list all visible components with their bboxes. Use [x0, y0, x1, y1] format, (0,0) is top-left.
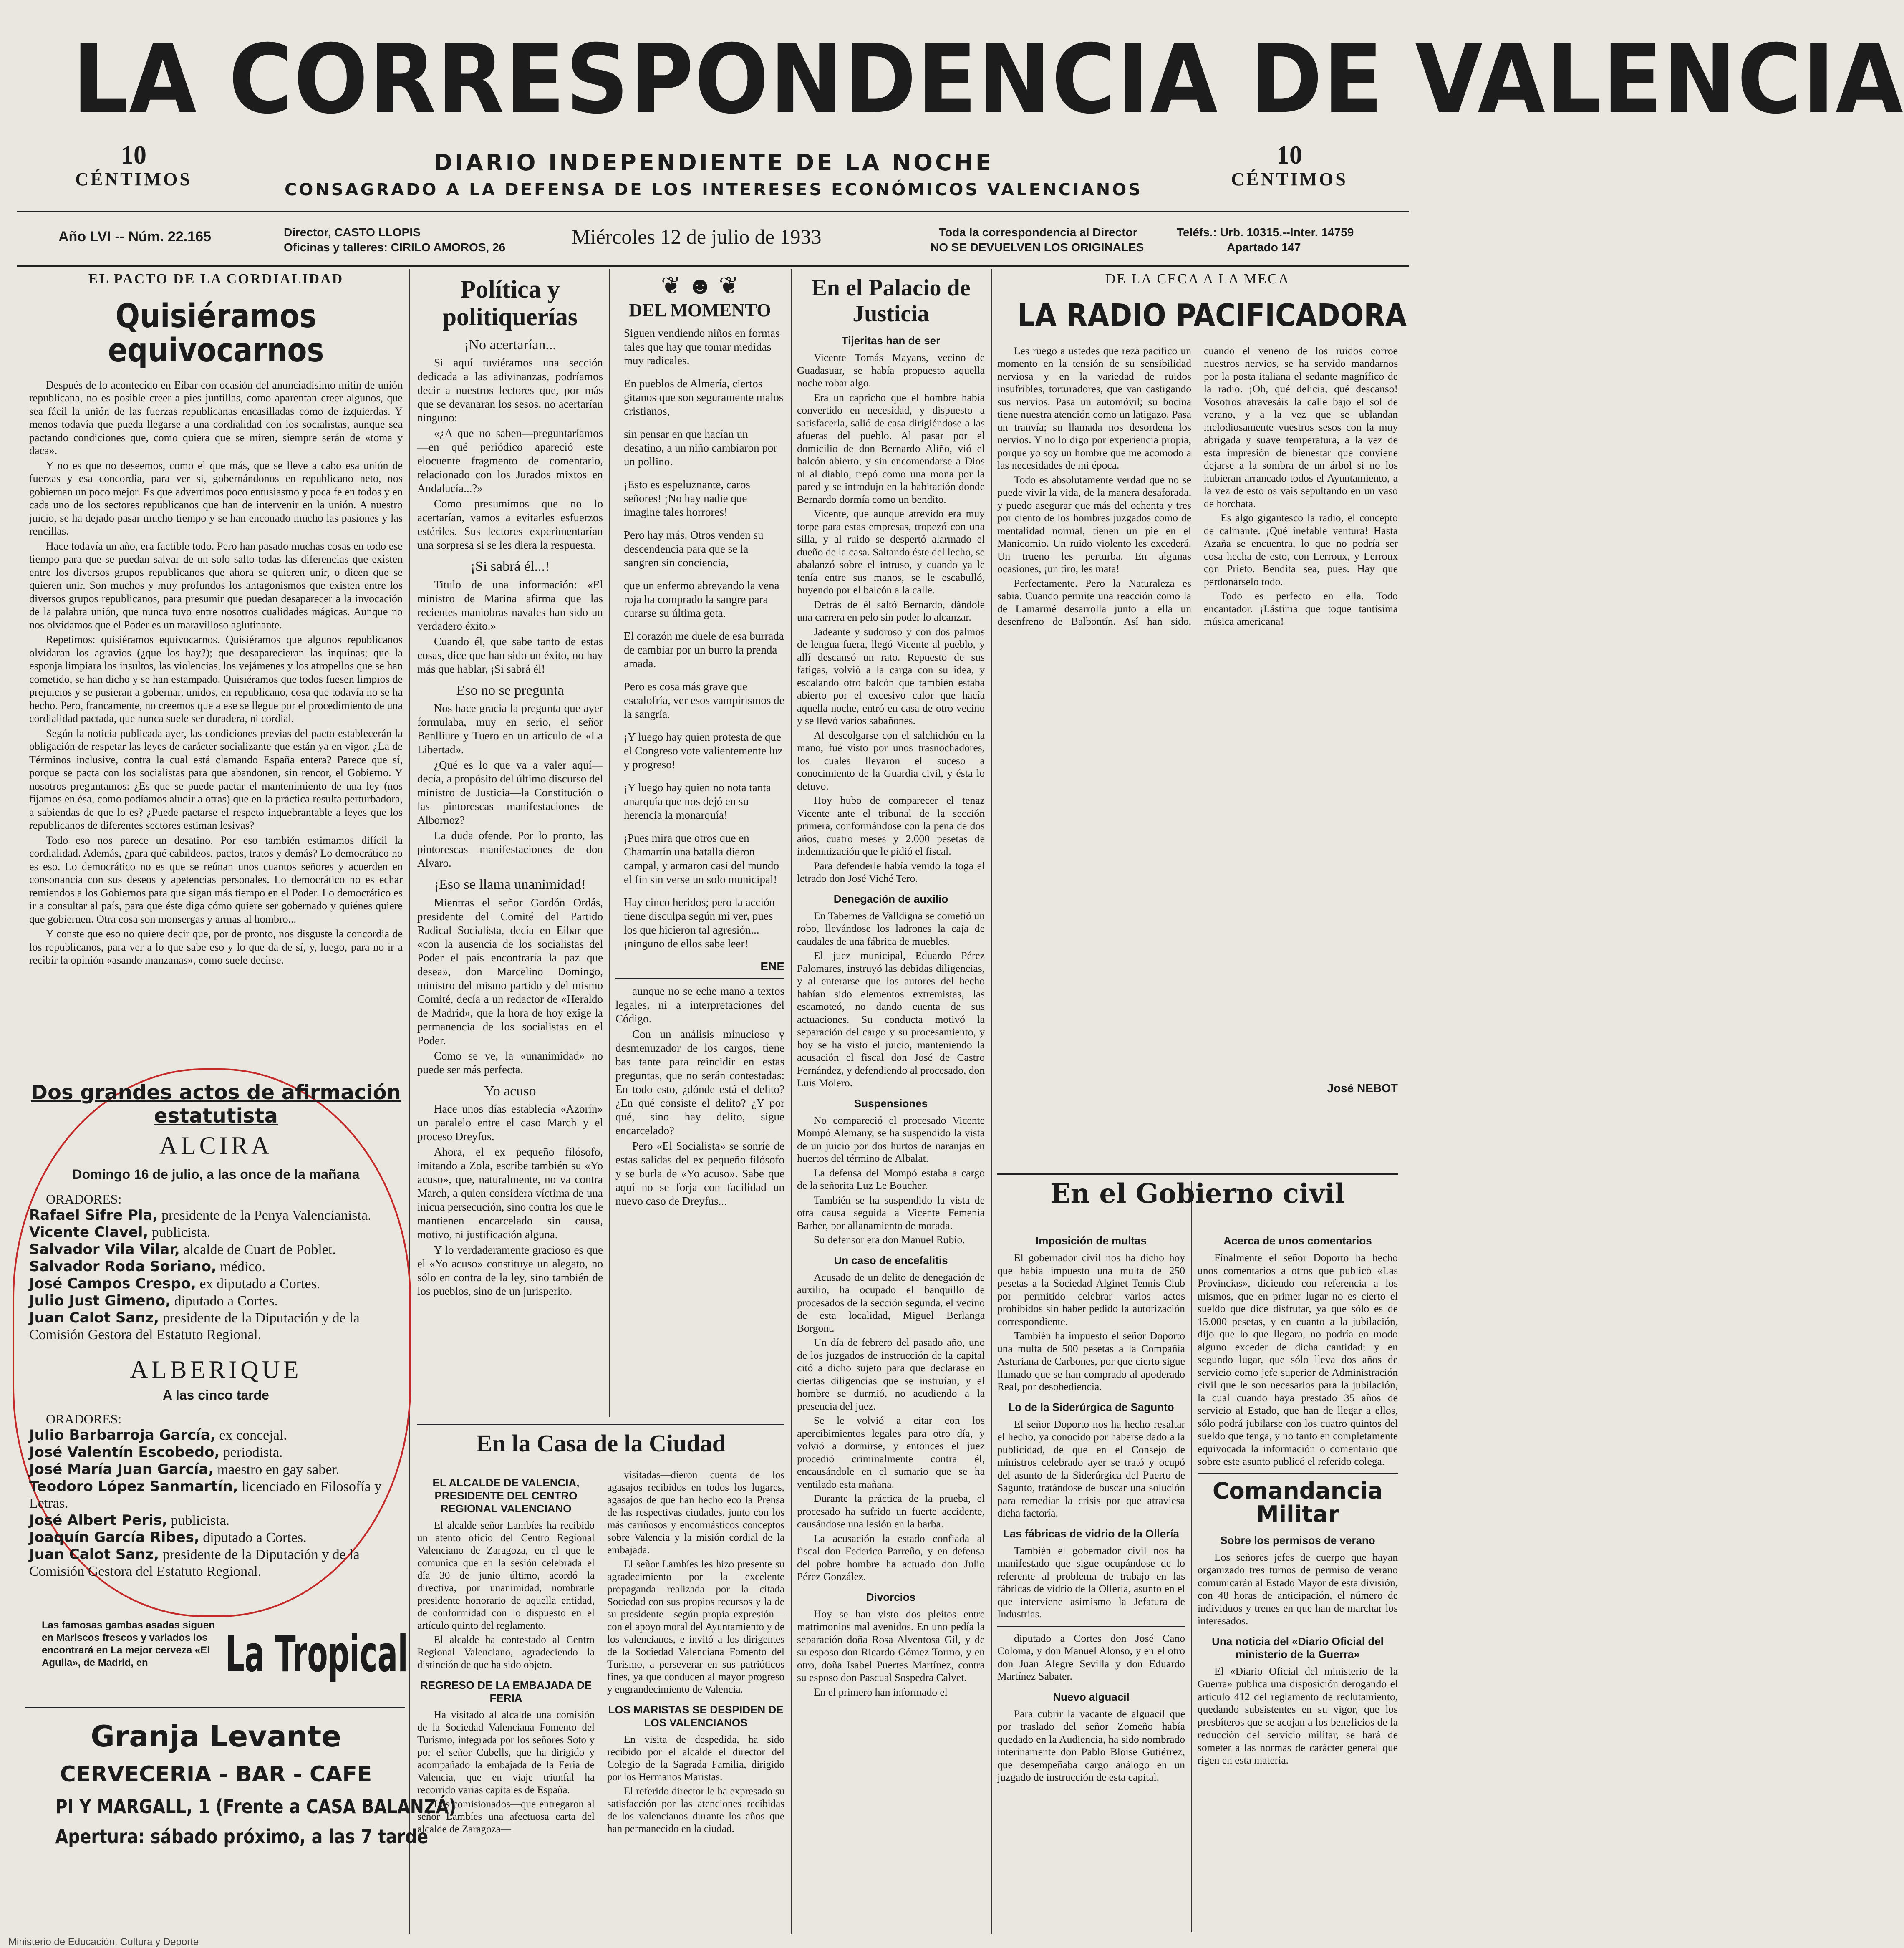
paragraph: Era un capricho que el hombre había convertido en necesidad, y dispuesto a satisfacerla, salió de casa dirigiéndose a las afueras del pueblo. Al pasar por el domicilio de don Bernardo Aliño, vió el balcón abierto, y sin encomendarse a Dios ni al diablo, trepó como una mona por la pared y se introdujo en la habitación donde Bernardo dormía como un bendito. — [797, 391, 985, 505]
politica-text-3 — [417, 701, 603, 870]
paragraph: El señor Doporto nos ha hecho resaltar el hecho, ya conocido por haberse dado a la publicidad, de que en el Consejo de ministros celebrado ayer se trató y ocupó del asunto de la Siderúrgica del Puerto de Sagunto, tratándose de buscar una solución para remediar la crisis por que atraviesa dicha factoría. — [997, 1418, 1185, 1519]
comandancia-sub-1: Sobre los permisos de verano — [1220, 1534, 1375, 1547]
issue-number: Año LVI -- Núm. 22.165 — [58, 229, 211, 245]
paragraph: ¡Esto es espeluznante, caros señores! ¡No hay nadie que imagine tales horrores! — [624, 478, 750, 519]
ad-rule — [25, 1707, 405, 1708]
speaker-name: Salvador Roda Soriano, — [29, 1258, 217, 1275]
tropical-ad-name: La Tropical — [225, 1625, 408, 1683]
paragraph: Los señores jefes de cuerpo que hayan organizado tres turnos de permiso de verano comunicarán al Estado Mayor de esta división, con 48 horas de anticipación, el número de individuos y trenes en que han de marchar los interesados. — [1198, 1551, 1398, 1627]
notice-line-1: Toda la correspondencia al Director — [939, 226, 1137, 239]
speaker-role: publicista. — [167, 1513, 230, 1528]
acts-ad — [29, 1081, 403, 1580]
speakers-list-1 — [29, 1207, 403, 1343]
politica-column — [417, 271, 603, 1300]
paragraph: que un enfermo abrevando la vena roja ha comprado la sangre para curarse su última gota. — [624, 579, 779, 620]
acts-time-2: A las cinco tarde — [163, 1388, 269, 1403]
momento-continuation — [615, 984, 784, 1208]
gobierno-text-2 — [997, 1418, 1185, 1520]
speaker-row — [29, 1258, 403, 1275]
paragraph: Detrás de él saltó Bernardo, dándole una carrera en pelo sin poder lo alcanzar. — [797, 598, 985, 623]
gobierno-rule-2 — [997, 1626, 1185, 1627]
paragraph: Vicente, que aunque atrevido era muy torpe para estas empresas, tropezó con una silla, y al ruido se despertó alarmado el dueño de la casa. Saltando éste del lecho, se abalanzó sobre el intruso, y cuando ya le tenía entre sus manos, se le escabulló, huyendo por el balcón a la calle. — [797, 507, 985, 596]
notice-line-2: NO SE DEVUELVEN LOS ORIGINALES — [931, 241, 1144, 254]
masthead-rule-top — [17, 211, 1409, 212]
editorial-body — [29, 378, 403, 967]
justicia-text-1 — [797, 351, 985, 885]
casa-ciudad-right — [607, 1469, 784, 1837]
politica-text-5 — [417, 1102, 603, 1298]
masthead-subhead — [234, 148, 1193, 202]
speaker-role: periodista. — [219, 1445, 283, 1460]
price-left — [54, 142, 213, 190]
paragraph: Los comisionados—que entregaron al señor Lambíes una afectuosa carta del alcalde de Zaragoza— — [417, 1799, 595, 1835]
politica-sub-3: Eso no se pregunta — [456, 682, 564, 698]
speaker-role: ex concejal. — [215, 1428, 287, 1443]
masthead-title: LA CORRESPONDENCIA DE VALENCIA — [72, 24, 1904, 135]
politica-sub-4: ¡Eso se llama unanimidad! — [434, 877, 586, 893]
casa-ciudad-text-4 — [607, 1734, 784, 1835]
radio-signature: José NEBOT — [1327, 1081, 1398, 1095]
speaker-name: Juan Calot Sanz, — [29, 1546, 159, 1563]
price-right — [1210, 142, 1369, 190]
radio-section — [997, 271, 1407, 1095]
paragraph: La defensa del Mompó estaba a cargo de la señorita Luz Le Boucher. — [797, 1166, 985, 1192]
radio-headline: LA RADIO PACIFICADORA — [1017, 298, 1407, 333]
paragraph: Cuando él, que sabe tanto de estas cosas, dice que han sido un éxito, no hay más que hablar, ¡Si sabrá él! — [417, 635, 603, 675]
justicia-text-3 — [797, 1114, 985, 1247]
justicia-sub-1: Tijeritas han de ser — [841, 334, 941, 347]
paragraph: Su defensor era don Manuel Rubio. — [814, 1234, 965, 1246]
paragraph: Pero es cosa más grave que escalofría, ver esos vampirismos de la sangría. — [624, 680, 784, 721]
momento-verses — [615, 326, 784, 951]
speaker-name: Julio Barbarroja García, — [29, 1427, 216, 1443]
comentarios-text — [1198, 1252, 1398, 1468]
politica-sub-5: Yo acuso — [484, 1083, 536, 1099]
paragraph: Y conste que eso no quiere decir que, por de pronto, nos disguste la concordia de los republicanos, para ver a lo que sabe eso y lo que da de sí, y, luego, para no ir a recibir la opinión «asando manzanas», como suele decirse. — [29, 928, 403, 966]
speaker-role: maestro en gay saber. — [214, 1462, 340, 1477]
radio-body — [997, 345, 1398, 1079]
paragraph: Según la noticia publicada ayer, las condiciones previas del pacto establecerán la obligación de respetar las leyes de carácter socializante que están ya en vigor. ¿La de Términos inclusive, contra la cual está clamando España entera? Parece que sí, porque se pacta con los socialistas para que abandonen, sin rencor, el Gobierno. Y nosotros preguntamos: ¿Es que se puede pactar el mantenimiento de una ley (nos fijamos en ésa, como podíamos aludir a otras) que en la práctica resulta perturbadora, a sabiendas de que lo es? ¿Puede pactarse el respeto inquebrantable a leyes que los republicanos de diferentes sectores estiman lesivas? — [29, 727, 403, 832]
gobierno-column — [997, 1227, 1185, 1786]
granja-ad — [29, 1711, 456, 1848]
paragraph: Pero «El Socialista» se sonríe de estas salidas del ex pequeño filósofo y se burla de «Yo acuso». Sabe que aquí no se forja con facilidad un nuevo caso de Dreyfus... — [615, 1140, 784, 1208]
paragraph: «¿A que no saben—preguntaríamos—en qué periódico apareció este elocuente fragmento de comentario, relacionado con los Jurados mixtos en Andalucía...?» — [417, 427, 603, 495]
speakers-label-1: ORADORES: — [46, 1191, 122, 1206]
issue-date: Miércoles 12 de julio de 1933 — [572, 225, 822, 248]
paragraph: El alcalde señor Lambíes ha recibido un atento oficio del Centro Regional Valenciano de Zaragoza, en el que le comunica que en la sesión celebrada el día 30 de junio último, acordó la directiva, por unanimidad, nombrarle presidente honorario de aquella entidad, de conformidad con lo dispuesto en el artículo quinto del reglamento. — [417, 1520, 595, 1631]
speaker-role: presidente de la Diputación y de la Comisión Gestora del Estatuto Regional. — [29, 1310, 360, 1342]
casa-ciudad-sub-4: LOS MARISTAS SE DESPIDEN DE LOS VALENCIANOS — [608, 1703, 784, 1729]
paragraph: ¡Y luego hay quien protesta de que el Congreso vote valientemente luz y progreso! — [624, 731, 783, 771]
speaker-role: presidente de la Penya Valencianista. — [158, 1208, 371, 1223]
justicia-sub-5: Divorcios — [866, 1590, 916, 1603]
speaker-name: Julio Just Gimeno, — [29, 1292, 171, 1309]
casa-ciudad-sub-1: EL ALCALDE DE VALENCIA, PRESIDENTE DEL CENTRO REGIONAL VALENCIANO — [432, 1476, 580, 1515]
acts-headline: Dos grandes actos de afirmación estatutista — [31, 1081, 401, 1128]
granja-opening: Apertura: sábado próximo, a las 7 tarde — [55, 1825, 429, 1848]
speaker-role: licenciado en Filosofía y Letras. — [29, 1479, 382, 1511]
phones-line: Teléfs.: Urb. 10315.--Inter. 14759 — [1177, 226, 1354, 239]
justicia-column — [797, 271, 985, 1700]
politica-text-2 — [417, 578, 603, 676]
granja-services: CERVECERIA - BAR - CAFE — [60, 1762, 372, 1787]
paragraph: La duda ofende. Por lo pronto, las pintorescas manifestaciones de don Alvaro. — [417, 829, 603, 870]
paragraph: Al descolgarse con el salchichón en la mano, fué visto por unos trasnochadores, los cuales llevaron el suceso a conocimiento de la Guardia civil, y ésta lo detuvo. — [797, 729, 985, 792]
granja-address: PI Y MARGALL, 1 (Frente a CASA BALANZÁ) — [55, 1795, 456, 1818]
speaker-name: Joaquín García Ribes, — [29, 1529, 199, 1546]
paragraph: Siguen vendiendo niños en formas tales que hay que tomar medidas muy radicales. — [624, 327, 780, 367]
gobierno-sub-1: Imposición de multas — [1036, 1234, 1147, 1247]
justicia-headline: En el Palacio de Justicia — [811, 275, 971, 327]
speaker-row — [29, 1224, 403, 1241]
editorial-section-tag: EL PACTO DE LA CORDIALIDAD — [88, 271, 344, 287]
paragraph: El corazón me duele de esa burrada de cambiar por un burro la prenda amada. — [624, 630, 784, 670]
comandancia-column — [1198, 1227, 1398, 1769]
paragraph: El señor Lambíes les hizo presente su agradecimiento por la excelente propaganda realizada por la citada Sociedad con sus propios recursos y la de su presidente—según propia expresión—con el apoyo moral del Ayuntamiento y de los valencianos, e invitó a los dirigentes de la Sociedad Valenciana Fomento del Turismo, a perseverar en sus patrióticos fines, ya que conducen al mayor progreso y engrandecimiento de Valencia. — [607, 1559, 784, 1695]
speaker-row — [29, 1478, 403, 1512]
comandancia-headline: Comandancia Militar — [1212, 1477, 1383, 1528]
ornament-icon: ❦ ☻ ❦ — [661, 272, 739, 299]
paragraph: Ahora, el ex pequeño filósofo, imitando a Zola, escribe también su «Yo acuso», que, naturalmente, no va contra March, a quien considera víctima de una inicua persecución, sino contra los que le mantienen encarcelado sin causa, motivo, ni justificación alguna. — [417, 1145, 603, 1241]
paragraph: En el primero han informado el — [814, 1686, 948, 1698]
acts-time-1: Domingo 16 de julio, a las once de la mañana — [72, 1167, 360, 1182]
speakers-label-2: ORADORES: — [46, 1411, 122, 1426]
momento-rule — [615, 978, 784, 979]
paragraph: Hace unos días establecía «Azorín» un paralelo entre el caso March y el proceso Dreyfus. — [417, 1102, 603, 1143]
paragraph: El alcalde ha contestado al Centro Regional Valenciano, agradeciendo la distinción de que ha sido objeto. — [417, 1634, 595, 1670]
paragraph: ¡Y luego hay quien no nota tanta anarquía que nos dejó en su herencia la monarquía! — [624, 781, 771, 822]
gobierno-sub-2: Lo de la Siderúrgica de Sagunto — [1008, 1400, 1174, 1413]
director-line: Director, CASTO LLOPIS — [284, 226, 421, 239]
paragraph: Como se ve, la «unanimidad» no puede ser más perfecta. — [417, 1049, 603, 1076]
paragraph: El «Diario Oficial del ministerio de la Guerra» publica una disposición derogando el artículo 412 del reglamento de reclutamiento, quedando subsistentes en su vigor, que los presbíteros que se acojan a los beneficios de la reducción del servicio militar, se hará de someter a las normas de carácter general que rigen en esta materia. — [1198, 1665, 1398, 1766]
paragraph: Les ruego a ustedes que reza pacifico un momento en la tensión de su sensibilidad nerviosa y en la variedad de ruidos insufribles, torturadores, que van castigando sus nervios. Pasa un automóvil; su bocina tiene nuestra atención como un latigazo. Pasa un tranvía; su llamada nos desordena los nervios. Y no lo digo por experiencia propia, porque yo soy un hombre que me acomodo a las necesidades de mi época. — [997, 344, 1191, 472]
speaker-row — [29, 1292, 403, 1310]
speaker-row — [29, 1512, 403, 1529]
paragraph: Si aquí tuviéramos una sección dedicada a las adivinanzas, podríamos decir a nuestros lectores que, por más que se devanaran los sesos, no acertarían ninguno: — [417, 356, 603, 424]
gobierno-sub-5: Nuevo alguacil — [1053, 1690, 1130, 1703]
column-divider — [609, 269, 610, 1417]
paragraph: Un día de febrero del pasado año, uno de los juzgados de instrucción de la capital citó a dicho sujeto para que declarase en ciertas diligencias que se instruían, y el hombre se durmió, no acudiendo a la presencia del juez. — [797, 1336, 985, 1412]
paragraph: Y lo verdaderamente gracioso es que el «Yo acuso» constituye un alegato, no sólo en contra de la ley, sino también de los pueblos, sino de un jurisperito. — [417, 1243, 603, 1297]
paragraph: Después de lo acontecido en Eibar con ocasión del anunciadísimo mitin de unión republicana, no es posible creer a pies juntillas, como aparentan creer algunos, que sea fácil la unión de las fuerzas republicanas encasilladas como de izquierdas. Y menos todavía que pueda llegarse a una cordialidad con los socialistas, aunque sea pactando condiciones que, como quiera que se miren, siempre serán de «toma y daca». — [29, 378, 403, 457]
paragraph: Y no es que no deseemos, como el que más, que se lleve a cabo esa unión de fuerzas y esa concordia, para ver si, gobernándonos en republicano neto, nos gobiernan un poco mejor. Es que advertimos poco entusiasmo y poca fe en todos y en cada uno de los sectores republicanos que han de intervenir en la unión. A nuestro juicio, se ha dejado pasar mucho tiempo y se han enconado mucho las pasiones y las rencillas. — [29, 459, 403, 537]
paragraph: Pero hay más. Otros venden su descendencia para que se la sangren sin conciencia, — [624, 529, 764, 569]
masthead-rule-bottom — [17, 265, 1409, 267]
gobierno-headline: En el Gobierno civil — [1050, 1178, 1345, 1209]
speaker-role: diputado a Cortes. — [199, 1530, 307, 1545]
politica-text-4 — [417, 896, 603, 1077]
po-box-line: Apartado 147 — [1227, 241, 1301, 254]
paragraph: Hace todavía un año, era factible todo. Pero han pasado muchas cosas en todo ese tiempo para que se puedan salvar de un solo salto todas las diferencias que existen entre los diversos grupos republicanos que ahora se quieren unir, o dicen que se quieren unir. Son muchos y muy profundos los antagonismos que existen entre los diversos grupos republicanos, para presumir que puedan desaparecer a la invocación de la palabra unión, que nunca tuvo entre nosotros cualidades mágicas. Aunque no nos olvidamos que el Poder es un maravilloso aglutinante. — [29, 540, 403, 631]
gobierno-sub-3: Las fábricas de vidrio de la Ollería — [1003, 1527, 1179, 1540]
speaker-row — [29, 1207, 403, 1224]
speaker-name: Teodoro López Sanmartín, — [29, 1478, 238, 1495]
granja-name: Granja Levante — [91, 1719, 341, 1754]
gobierno-text-1 — [997, 1252, 1185, 1393]
paragraph: Todo es absolutamente verdad que no se puede vivir la vida, de la manera desaforada, y puedo asegurar que más del ochenta y tres por ciento de los hombres juzgados como de mentalidad normal, tienen un pie en el Manicomio. Un ruido violento les excederá. Un trueno les perturba. En algunas ocasiones, ¡un tiro, les mata! — [997, 473, 1191, 575]
paragraph: Ha visitado al alcalde una comisión de la Sociedad Valenciana Fomento del Turismo, integrada por los señores Soto y por el señor Cubells, que ha dirigido y acompañado la embajada de la Feria de Valencia, que en viaje triunfal ha recorrido varias capitales de España. — [417, 1709, 595, 1796]
speaker-role: publicista. — [148, 1225, 211, 1240]
speaker-role: ex diputado a Cortes. — [196, 1276, 320, 1292]
speaker-row — [29, 1427, 403, 1444]
column-divider — [1191, 1181, 1192, 1932]
tropical-ad — [29, 1619, 408, 1703]
editorial-headline: Quisiéramos equivocarnos — [108, 298, 324, 369]
casa-ciudad-left — [417, 1469, 595, 1837]
paragraph: Titulo de una información: «El ministro de Marina afirma que las recientes maniobras navales han sido un verdadero éxito.» — [417, 578, 603, 632]
paragraph: Finalmente el señor Doporto ha hecho unos comentarios a otros que publicó «Las Provincias», diciendo con referencia a los mismos, que en primer lugar no es cierto el sueldo que dice disfrutar, ya que sólo es de 15.000 pesetas, y en cuanto a la jubilación, dijo que lo que llegara, no podría en modo alguno exceder de dicha cantidad; y en segundo lugar, que sólo lleva dos años de servicio como jefe superior de Administración civil que le son necesarios para la jubilación, la cual cuando haya prestado 35 años de servicio al Estado, que han de llegar a ellos, sólo podrá jubilarse con los cuatro quintos del sueldo que tenga, y no tanto en completamente equivocada la información o comentario que sobre este asunto publicó el referido colega. — [1198, 1252, 1398, 1467]
paragraph: El gobernador civil nos ha dicho hoy que había impuesto una multa de 250 pesetas a la Sociedad Alginet Tennis Club por permitido celebrar varios actos prohibidos sin haber pedido la autorización correspondiente. — [997, 1252, 1185, 1327]
tropical-ad-text: Las famosas gambas asadas siguen en Mariscos frescos y variados los encontrará en La mejor cerveza «El Aguila», de Madrid, en — [42, 1620, 215, 1668]
paragraph: Acusado de un delito de denegación de auxilio, ha ocupado el banquillo de procesados de la sección segunda, el vecino de esta localidad, Miguel Berlanga Borgont. — [797, 1271, 985, 1334]
speaker-role: alcalde de Cuart de Poblet. — [179, 1242, 336, 1257]
speaker-row — [29, 1444, 403, 1461]
casa-ciudad-text-3 — [607, 1469, 784, 1696]
price-left-unit: CÉNTIMOS — [75, 169, 192, 189]
comentarios-sub: Acerca de unos comentarios — [1223, 1234, 1372, 1247]
politica-headline: Política y politiquerías — [442, 275, 578, 331]
politica-text-1 — [417, 356, 603, 552]
column-divider — [791, 269, 792, 1934]
info-bar — [17, 217, 1409, 265]
speaker-name: José Campos Crespo, — [29, 1275, 196, 1292]
comandancia-text-1 — [1198, 1551, 1398, 1628]
column-divider — [409, 269, 410, 1934]
acts-town-1: ALCIRA — [159, 1132, 273, 1159]
casa-ciudad-sub-2: REGRESO DE LA EMBAJADA DE FERIA — [420, 1679, 592, 1704]
masthead-tagline: CONSAGRADO A LA DEFENSA DE LOS INTERESES ECONÓMICOS VALENCIANOS — [284, 180, 1143, 199]
paragraph: Para cubrir la vacante de alguacil que por traslado del señor Zomeño había quedado en la Audiencia, ha sido nombrado interinamente don Pablo Bloise Gutiérrez, que desempeñaba cargo análogo en un juzgado de instrucción de esta capital. — [997, 1707, 1185, 1783]
justicia-text-4 — [797, 1271, 985, 1583]
politica-sub-2: ¡Si sabrá él...! — [470, 559, 550, 575]
offices-line: Oficinas y talleres: CIRILO AMOROS, 26 — [284, 241, 506, 254]
paragraph: También se ha suspendido la vista de otra causa seguida a Vicente Femenía Barber, por allanamiento de morada. — [797, 1194, 985, 1231]
paragraph: El referido director le ha expresado su satisfacción por las atenciones recibidas de los valencianos durante los años que han permanecido en la ciudad. — [607, 1786, 784, 1834]
paragraph: Jadeante y sudoroso y con dos palmos de lengua fuera, llegó Vicente al pueblo, y allí descansó un rato. Repuesto de sus fatigas, volvió a la carga con su idea, y escalando otro balcón que también estaba abierto por el excesivo calor que hacía aquella noche, entró en casa de otro vecino y se llevó varios sabañones. — [797, 625, 985, 727]
speaker-name: Salvador Vila Vilar, — [29, 1241, 180, 1258]
politica-sub-1: ¡No acertarían... — [464, 337, 556, 353]
paragraph: Hay cinco heridos; pero la acción tiene disculpa según mi ver, pues los que hicieron tal agresión... ¡ninguno de ellos sabe leer! — [624, 896, 775, 950]
gobierno-text-3 — [997, 1544, 1185, 1621]
speaker-row — [29, 1310, 403, 1343]
masthead-subtitle: DIARIO INDEPENDIENTE DE LA NOCHE — [434, 149, 994, 176]
comandancia-rule — [1198, 1473, 1398, 1474]
justicia-sub-3: Suspensiones — [854, 1097, 928, 1110]
editorial-column — [29, 271, 403, 969]
casa-ciudad-section — [417, 1419, 784, 1835]
paragraph: Es algo gigantesco la radio, el concepto de calmante. ¡Qué inefable ventura! Hasta Azaña se encuentra, lo que no podría ser cosa hecha de esto, con Lerroux, y Lerroux con Prieto. Bendita sea, pues. Hay que perdonárselo todo. — [1204, 512, 1398, 588]
paragraph: El juez municipal, Eduardo Pérez Palomares, instruyó las debidas diligencias, y al enterarse que los autores del hecho habían sido elementos extremistas, las escamoteó, no dando cuenta de sus actuaciones. Su conducta motivó la separación del cargo y su procesamiento, y hoy se ha visto el juicio, manteniendo la acusación el fiscal don José de Castro Fernández, y defendiendo al procesado, don Luis Molero. — [797, 949, 985, 1089]
footer-credit: Ministerio de Educación, Cultura y Deporte — [8, 1936, 199, 1948]
price-right-unit: CÉNTIMOS — [1231, 169, 1348, 189]
radio-section-tag: DE LA CECA A LA MECA — [1105, 271, 1290, 287]
paragraph: En Tabernes de Valldigna se cometió un robo, llevándose los ladrones la caja de caudales de una fábrica de muebles. — [797, 909, 985, 947]
paragraph: Mientras el señor Gordón Ordás, presidente del Comité del Partido Radical Socialista, decía en Eibar que «con la ausencia de los socialistas del Poder el país encontraría la paz que desea», don Marcelino Domingo, ministro del mismo partido y del mismo Comité, decía a un redactor de «Heraldo de Madrid», que la hora de hoy exige la permanencia de los socialistas en el Poder. — [417, 896, 603, 1047]
justicia-text-2 — [797, 910, 985, 1090]
paragraph: Con un análisis minucioso y desmenuzador de los cargos, tiene bas tante para reincidir en estas preguntas, que no serán contestadas: En todo esto, ¿dónde está el delito? ¿En qué consiste el delito? ¿Y por qué, sino hay delito, sigue encarcelado? — [615, 1028, 784, 1137]
casa-ciudad-text-1 — [417, 1519, 595, 1671]
speaker-role: diputado a Cortes. — [171, 1293, 278, 1309]
speaker-row — [29, 1461, 403, 1478]
paragraph: ¿Qué es lo que va a valer aquí—decía, a propósito del último discurso del ministro de Justicia—la Constitución o las pintorescas manifestaciones de Albornoz? — [417, 759, 603, 827]
column-divider — [991, 269, 992, 1934]
paragraph: Hoy se han visto dos pleitos entre matrimonios mal avenidos. En uno pedía la separación doña Rosa Alventosa Gil, y de su esposo don Ricardo Gómez Tormo, y en otro, doña Isabel Puertes Martínez, contra su esposo don Pascual Sospedra Calvet. — [797, 1607, 985, 1684]
price-right-value: 10 — [1276, 141, 1302, 169]
casa-ciudad-headline: En la Casa de la Ciudad — [476, 1430, 726, 1457]
paragraph: aunque no se eche mano a textos legales, ni a interpretaciones del Código. — [615, 985, 784, 1025]
speaker-row — [29, 1546, 403, 1580]
paragraph: Todo eso nos parece un desatino. Por eso también estimamos difícil la cordialidad. Además, ¿para qué cabildeos, pactos, tratos y demás? Lo democrático no es eso. Lo democrático no es que se reúnan unos cuantos señores y acuerden en consonancia con sus deseos y apetencias personales. Lo democrático no es echar remiendos a los Gobiernos para que sigan más tiempo en el Poder. Lo democrático es ir a consultar al país, para que éste diga cómo quiere ser gobernado y quiénes quiere que gobiernen. Otra cosa son monsergas y armas al hombro... — [29, 834, 403, 925]
paragraph: La acusación la estado confiada al fiscal don Federico Parreño, y en defensa del pobre hombre ha actuado don Julio Pérez González. — [797, 1532, 985, 1583]
paragraph: En pueblos de Almería, ciertos gitanos que son seguramente malos cristianos, — [624, 377, 784, 418]
speaker-row — [29, 1275, 403, 1292]
paragraph: Durante la práctica de la prueba, el procesado ha sufrido un fuerte accidente, causándose una lesión en la barba. — [797, 1492, 985, 1530]
momento-column — [615, 271, 784, 1210]
casa-ciudad-text-2 — [417, 1709, 595, 1836]
paragraph: Todo es perfecto en ella. Todo encantador. ¡Lástima que toque tantísima música americana! — [1204, 590, 1398, 628]
paragraph: Nos hace gracia la pregunta que ayer formulaba, muy en serio, el señor Benlliure y Tuero en un artículo de «La Libertad». — [417, 702, 603, 756]
price-left-value: 10 — [121, 141, 146, 169]
paragraph: Vicente Tomás Mayans, vecino de Guadasuar, se había propuesto aquella noche robar algo. — [797, 351, 985, 389]
gobierno-text-4 — [997, 1632, 1185, 1683]
paragraph: Para defenderle había venido la toga el letrado don José Viché Tero. — [797, 859, 985, 885]
paragraph: Como presumimos que no lo acertarían, vamos a evitarles esfuerzos estériles. Sus lectores experimentarían una sorpresa si se les diera la respuesta. — [417, 497, 603, 552]
paragraph: diputado a Cortes don José Cano Coloma, y don Manuel Alonso, y en el otro don Juan Alegre Sevilla y don Eduardo Martínez Sabater. — [997, 1632, 1185, 1682]
justicia-sub-4: Un caso de encefalitis — [834, 1254, 948, 1267]
paragraph: ¡Pues mira que otros que en Chamartín una batalla dieron campal, y armaron casi del mundo el fin sin verse un solo municipal! — [624, 832, 779, 886]
gobierno-rule — [997, 1173, 1398, 1175]
speaker-role: presidente de la Diputación y de la Comisión Gestora del Estatuto Regional. — [29, 1547, 360, 1579]
paragraph: Hoy hubo de comparecer el tenaz Vicente ante el tribunal de la sección primera, conformándose con la pena de dos años, cuatro meses y 2.000 pesetas de indemnización que le pidió el fiscal. — [797, 794, 985, 858]
paragraph: No compareció el procesado Vicente Mompó Alemany, se ha suspendido la vista de un juicio por dos hurtos de naranjas en huertos del término de Albalat. — [797, 1114, 985, 1165]
speaker-row — [29, 1529, 403, 1546]
paragraph: Repetimos: quisiéramos equivocarnos. Quisiéramos que algunos republicanos olvidaran los agravios (¿que los hay?); que desaparecieran las inquinas; que la esponja limpiara los insultos, las violencias, los vejámenes y los atropellos que se han cometido, se han dicho y se han estampado. Quisiéramos que todos fuesen limpios de prejuicios y se pusieran a gobernar, unidos, en republicano, cosa que todavía no se ha hecho. Pero, francamente, no creemos que a ese se llegue por el procedimiento de una cordialidad pactada, que nunca suele ser duradera, ni cordial. — [29, 633, 403, 725]
paragraph: Perfectamente. Pero la Naturaleza es sabia. Cuando permite una reacción como la de Lamarmé desarrolla junto a ella un desenfreno de Balbontín. Así han sido, cuando el veneno de los ruidos corroe nuestros nervios, se ha servido mandarnos por la posta italiana el sedante magnífico de la radio. ¡Oh, qué delicia, qué descanso! Vosotros atravesáis la calle bajo el sol de verano, y a la vez que se ublandan melodiosamente vuestros sesos con la muy abrigada y suave temperatura, a la vez de esta impresión de bienestar que conviene dejarse a la sombra de un árbol si no los hubieran arrancado todos el Ayuntamiento, a la vez de esto os vais sepultando en un vaso de horchata. — [997, 344, 1398, 628]
justicia-sub-2: Denegación de auxilio — [833, 892, 948, 905]
paragraph: visitadas—dieron cuenta de los agasajos recibidos en todos los lugares, agasajos de que han hecho eco la Prensa de las respectivas ciudades, junto con los más cariñosos y encomiásticos conceptos sobre Valencia y la misión cordial de la embajada. — [607, 1469, 784, 1556]
momento-headline: DEL MOMENTO — [629, 300, 771, 320]
paragraph: En visita de despedida, ha sido recibido por el alcalde el director del Colegio de la Sagrada Familia, dirigido por los Hermanos Maristas. — [607, 1734, 784, 1783]
speaker-name: José María Juan García, — [29, 1461, 214, 1478]
gobierno-text-5 — [997, 1708, 1185, 1784]
paragraph: Se le volvió a citar con los apercibimientos legales para otro día, y volvió a dormirse, y entonces el juez procedió criminalmente contra él, encausándole en el sumario que se ha ventilado esta mañana. — [797, 1414, 985, 1490]
speaker-role: médico. — [216, 1259, 265, 1274]
speaker-name: Vicente Clavel, — [29, 1224, 149, 1241]
speaker-name: José Albert Peris, — [29, 1512, 167, 1529]
gobierno-section — [997, 1168, 1398, 1214]
speakers-list-2 — [29, 1427, 403, 1580]
comandancia-sub-2: Una noticia del «Diario Oficial del ministerio de la Guerra» — [1212, 1635, 1384, 1660]
casa-ciudad-rule — [417, 1424, 784, 1425]
paragraph: También el gobernador civil nos ha manifestado que sigue ocupándose de lo referente al problema de trabajo en las fábricas de vidrio de la Ollería, asunto en el que interviene asimismo la Jefatura de Industrias. — [997, 1544, 1185, 1620]
speaker-name: Juan Calot Sanz, — [29, 1310, 159, 1326]
speaker-name: José Valentín Escobedo, — [29, 1444, 220, 1461]
justicia-text-5 — [797, 1608, 985, 1699]
speaker-row — [29, 1241, 403, 1258]
comandancia-text-2 — [1198, 1665, 1398, 1767]
momento-signature: ENE — [760, 960, 784, 973]
paragraph: sin pensar en que hacían un desatino, a un niño cambiaron por un pollino. — [624, 428, 777, 468]
acts-town-2: ALBERIQUE — [130, 1356, 302, 1383]
paragraph: También ha impuesto el señor Doporto una multa de 500 pesetas a la Compañía Asturiana de Carbones, por que cierto sigue llamado que se han comprado al apoderado Real, por desobediencia. — [997, 1330, 1185, 1393]
speaker-name: Rafael Sifre Pla, — [29, 1207, 158, 1224]
